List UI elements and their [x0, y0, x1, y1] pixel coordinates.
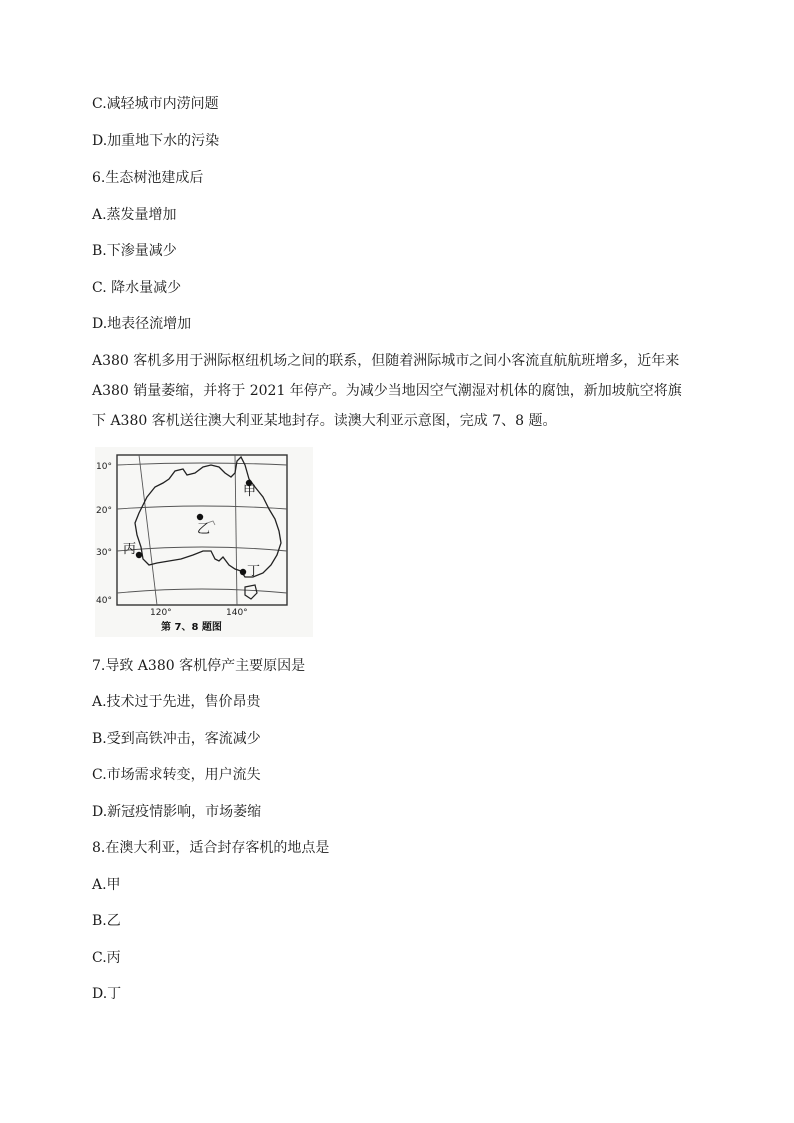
q8-option-b: B.乙 — [92, 913, 121, 929]
q7-option-b: B.受到高铁冲击，客流减少 — [92, 731, 261, 747]
q6-option-c: C. 降水量减少 — [92, 280, 182, 296]
q8-option-a: A.甲 — [92, 877, 121, 893]
point-ding-dot — [240, 569, 246, 575]
q8-option-c: C.丙 — [92, 950, 121, 966]
q5-option-d: D.加重地下水的污染 — [92, 133, 220, 149]
lat-label-10: 10° — [96, 462, 112, 472]
point-yi-dot — [197, 514, 203, 520]
passage — [92, 346, 712, 436]
q7-option-a: A.技术过于先进，售价昂贵 — [92, 694, 261, 710]
passage-line-3: 下 A380 客机送往澳大利亚某地封存。读澳大利亚示意图，完成 7、8 题。 — [92, 413, 557, 429]
passage-line-1: A380 客机多用于洲际枢纽机场之间的联系，但随着洲际城市之间小客流直航航班增多，近年来 — [92, 353, 680, 369]
q8-option-d: D.丁 — [92, 986, 122, 1002]
q7-option-c: C.市场需求转变，用户流失 — [92, 767, 261, 783]
passage-line-2: A380 销量萎缩，并将于 2021 年停产。为减少当地因空气潮湿对机体的腐蚀，新加坡航空将旗 — [92, 383, 682, 399]
q6-stem: 6.生态树池建成后 — [92, 170, 204, 186]
q6-option-a: A.蒸发量增加 — [92, 207, 177, 223]
point-yi-label: 乙 — [197, 522, 211, 537]
lat-label-40: 40° — [96, 596, 112, 606]
lon-label-120: 120° — [150, 608, 172, 618]
q7-stem: 7.导致 A380 客机停产主要原因是 — [92, 658, 306, 674]
point-bing-dot — [136, 552, 142, 558]
australia-map — [95, 447, 313, 637]
lon-label-140: 140° — [226, 608, 248, 618]
lat-label-30: 30° — [96, 548, 112, 558]
q7-option-d: D.新冠疫情影响，市场萎缩 — [92, 804, 262, 820]
q8-stem: 8.在澳大利亚，适合封存客机的地点是 — [92, 840, 330, 856]
point-jia-label: 甲 — [243, 484, 257, 499]
point-bing-label: 丙 — [123, 542, 137, 557]
map-caption: 第 7、8 题图 — [161, 622, 222, 633]
q6-option-b: B.下渗量减少 — [92, 243, 177, 259]
q6-option-d: D.地表径流增加 — [92, 316, 192, 332]
point-ding-label: 丁 — [247, 564, 261, 579]
q5-option-c: C.减轻城市内涝问题 — [92, 96, 219, 112]
australia-map-figure — [95, 447, 313, 637]
lat-label-20: 20° — [96, 506, 112, 516]
